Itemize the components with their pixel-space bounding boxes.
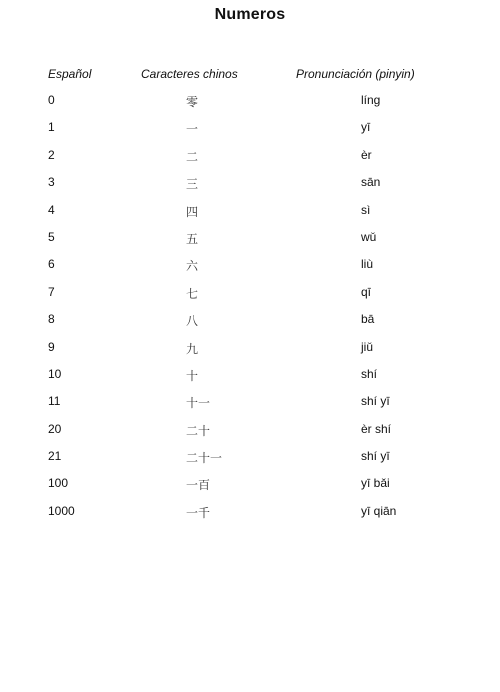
chinese-character: 二 xyxy=(186,149,199,164)
spanish-number: 6 xyxy=(48,257,55,272)
header-pinyin: Pronunciación (pinyin) xyxy=(296,67,415,81)
pinyin: bā xyxy=(361,312,375,327)
pinyin: shí xyxy=(361,366,378,381)
pinyin: èr shí xyxy=(361,421,392,436)
table-row xyxy=(0,476,500,503)
table-row xyxy=(0,175,500,202)
chinese-character: 五 xyxy=(186,231,199,246)
chinese-character: 十一 xyxy=(186,396,211,411)
table-row xyxy=(0,93,500,120)
table-row xyxy=(0,230,500,257)
chinese-character: 零 xyxy=(186,95,199,109)
chinese-character: 一 xyxy=(186,122,199,137)
spanish-number: 20 xyxy=(48,421,62,436)
pinyin: sān xyxy=(361,175,381,190)
pinyin: yī bǎi xyxy=(361,476,390,491)
pinyin: shí yī xyxy=(361,449,390,464)
header-spanish: Español xyxy=(48,67,92,81)
spanish-number: 11 xyxy=(48,394,61,409)
table-row xyxy=(0,422,500,449)
table-row xyxy=(0,449,500,476)
spanish-number: 1000 xyxy=(48,503,75,518)
pinyin: yī qiān xyxy=(361,503,397,518)
page-title: Numeros xyxy=(214,6,286,23)
spanish-number: 3 xyxy=(48,175,55,190)
table-row xyxy=(0,340,500,367)
table-row xyxy=(0,285,500,312)
chinese-character: 一千 xyxy=(186,505,211,520)
pinyin: jiǔ xyxy=(361,339,374,354)
table-row xyxy=(0,203,500,230)
chinese-character: 二十 xyxy=(186,423,211,438)
spanish-number: 1 xyxy=(48,120,55,135)
pinyin: qī xyxy=(361,284,372,299)
pinyin: yī xyxy=(361,120,371,135)
spanish-number: 100 xyxy=(48,476,69,491)
pinyin: liù xyxy=(361,257,374,272)
chinese-character: 二十一 xyxy=(186,451,223,466)
header-chinese-characters: Caracteres chinos xyxy=(141,67,238,81)
spanish-number: 21 xyxy=(48,449,62,464)
spanish-number: 2 xyxy=(48,147,55,162)
pinyin: sì xyxy=(361,202,371,217)
spanish-number: 8 xyxy=(48,312,55,327)
numbers-table xyxy=(0,93,500,531)
table-row xyxy=(0,120,500,147)
table-row xyxy=(0,312,500,339)
pinyin: èr xyxy=(361,147,372,162)
chinese-character: 三 xyxy=(186,177,199,192)
spanish-number: 0 xyxy=(48,93,55,107)
chinese-character: 四 xyxy=(186,204,199,219)
chinese-character: 八 xyxy=(186,314,199,329)
spanish-number: 4 xyxy=(48,202,55,217)
pinyin: shí yī xyxy=(361,394,390,409)
spanish-number: 7 xyxy=(48,284,55,299)
table-header xyxy=(0,67,500,83)
chinese-character: 十 xyxy=(186,368,199,383)
pinyin: wǔ xyxy=(361,229,377,244)
spanish-number: 5 xyxy=(48,229,55,244)
chinese-character: 九 xyxy=(186,341,199,356)
table-row xyxy=(0,394,500,421)
table-row xyxy=(0,504,500,531)
table-row xyxy=(0,367,500,394)
table-row xyxy=(0,257,500,284)
chinese-character: 七 xyxy=(186,286,199,301)
chinese-character: 一百 xyxy=(186,478,211,493)
spanish-number: 9 xyxy=(48,339,55,354)
table-row xyxy=(0,148,500,175)
spanish-number: 10 xyxy=(48,366,62,381)
chinese-character: 六 xyxy=(186,259,199,274)
pinyin: líng xyxy=(361,93,381,107)
